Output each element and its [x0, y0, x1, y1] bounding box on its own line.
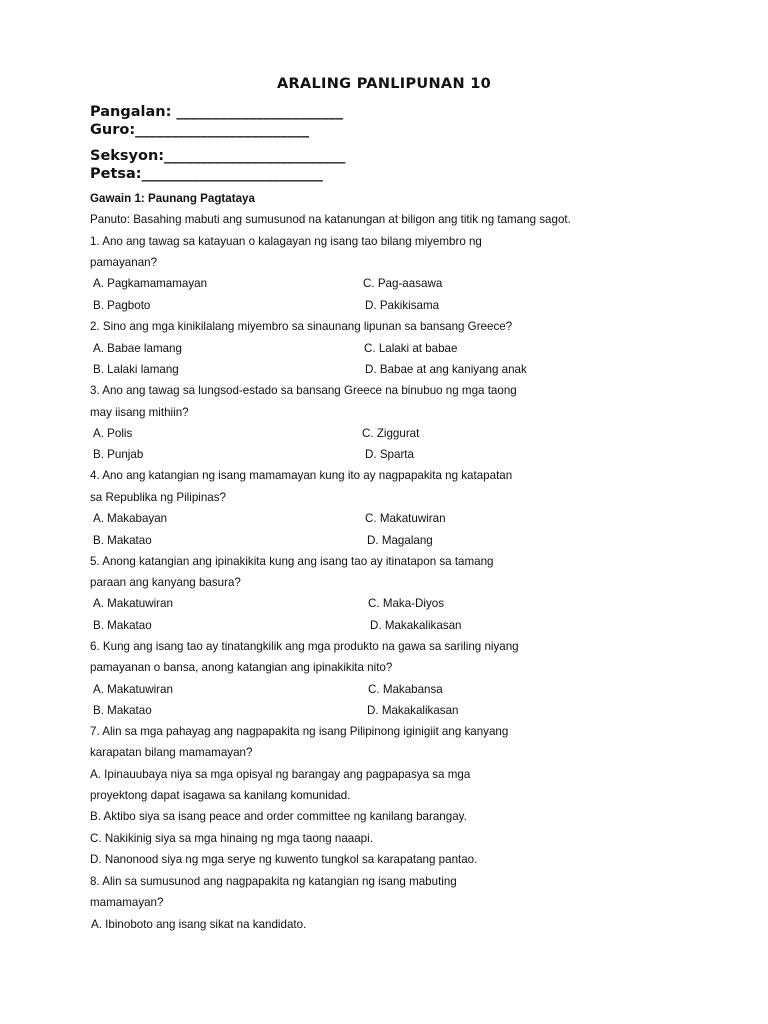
question-1-choice-b: B. Pagboto [93, 299, 151, 312]
question-1-line-1: 1. Ano ang tawag sa katayuan o kalagayan ng isang tao bilang miyembro ng [90, 235, 482, 248]
question-3-line-1: 3. Ano ang tawag sa lungsod-estado sa bansang Greece na binubuo ng mga taong [90, 384, 517, 397]
question-4-choice-b: B. Makatao [93, 534, 152, 547]
question-3-choice-d: D. Sparta [365, 448, 414, 461]
question-2-line-1: 2. Sino ang mga kinikilalang miyembro sa sinaunang lipunan sa bansang Greece? [90, 320, 513, 333]
question-4-choice-c: C. Makatuwiran [365, 512, 446, 525]
page-title: ARALING PANLIPUNAN 10 [276, 76, 492, 92]
question-8-choice-a: A. Ibinoboto ang isang sikat na kandidato. [91, 918, 307, 931]
question-6-line-2: pamayanan o bansa, anong katangian ang ipinakikita nito? [90, 661, 393, 674]
question-5-line-1: 5. Anong katangian ang ipinakikita kung ang isang tao ay itinatapon sa tamang [90, 555, 494, 568]
guro-field: Guro:________________________ [90, 122, 310, 138]
question-5-choice-d: D. Makakalikasan [370, 619, 462, 632]
activity-heading: Gawain 1: Paunang Pagtataya [90, 192, 255, 205]
question-1-choice-a: A. Pagkamamamayan [93, 277, 208, 290]
question-2-choice-b: B. Lalaki lamang [93, 363, 179, 376]
question-5-choice-a: A. Makatuwiran [93, 597, 173, 610]
question-7-choice-a-line-1: A. Ipinauubaya niya sa mga opisyal ng barangay ang pagpapasya sa mga [90, 768, 471, 781]
question-5-line-2: paraan ang kanyang basura? [90, 576, 241, 589]
question-7-choice-a-line-2: proyektong dapat isagawa sa kanilang komunidad. [90, 789, 351, 802]
question-2-choice-a: A. Babae lamang [93, 342, 182, 355]
question-2-choice-c: C. Lalaki at babae [364, 342, 458, 355]
question-4-choice-d: D. Magalang [367, 534, 433, 547]
pangalan-field: Pangalan: _______________________ [90, 104, 344, 120]
question-8-line-2: mamamayan? [90, 896, 164, 909]
instructions: Panuto: Basahing mabuti ang sumusunod na katanungan at biligon ang titik ng tamang sagot. [90, 213, 571, 226]
question-3-choice-c: C. Ziggurat [362, 427, 420, 440]
question-3-line-2: may iisang mithiin? [90, 406, 189, 419]
question-3-choice-a: A. Polis [93, 427, 133, 440]
question-6-choice-a: A. Makatuwiran [93, 683, 173, 696]
question-8-line-1: 8. Alin sa sumusunod ang nagpapakita ng katangian ng isang mabuting [90, 875, 457, 888]
question-7-line-1: 7. Alin sa mga pahayag ang nagpapakita ng isang Pilipinong iginigiit ang kanyang [90, 725, 509, 738]
question-3-choice-b: B. Punjab [93, 448, 144, 461]
question-1-line-2: pamayanan? [90, 256, 158, 269]
question-4-line-2: sa Republika ng Pilipinas? [90, 491, 226, 504]
question-6-choice-c: C. Makabansa [368, 683, 443, 696]
question-1-choice-c: C. Pag-aasawa [363, 277, 443, 290]
question-7-choice-c: C. Nakikinig siya sa mga hinaing ng mga taong naaapi. [90, 832, 373, 845]
question-7-choice-b: B. Aktibo siya sa isang peace and order committee ng kanilang barangay. [90, 810, 467, 823]
question-6-choice-b: B. Makatao [93, 704, 152, 717]
question-6-choice-d: D. Makakalikasan [367, 704, 459, 717]
question-5-choice-b: B. Makatao [93, 619, 152, 632]
question-7-choice-d: D. Nanonood siya ng mga serye ng kuwento tungkol sa karapatang pantao. [90, 853, 478, 866]
question-1-choice-d: D. Pakikisama [365, 299, 440, 312]
petsa-field: Petsa:_________________________ [90, 166, 323, 182]
question-2-choice-d: D. Babae at ang kaniyang anak [365, 363, 527, 376]
question-4-choice-a: A. Makabayan [93, 512, 168, 525]
question-6-line-1: 6. Kung ang isang tao ay tinatangkilik ang mga produkto na gawa sa sariling niyang [90, 640, 519, 653]
question-4-line-1: 4. Ano ang katangian ng isang mamamayan kung ito ay nagpapakita ng katapatan [90, 469, 513, 482]
question-5-choice-c: C. Maka-Diyos [368, 597, 445, 610]
seksyon-field: Seksyon:_________________________ [90, 148, 346, 164]
question-7-line-2: karapatan bilang mamamayan? [90, 746, 253, 759]
